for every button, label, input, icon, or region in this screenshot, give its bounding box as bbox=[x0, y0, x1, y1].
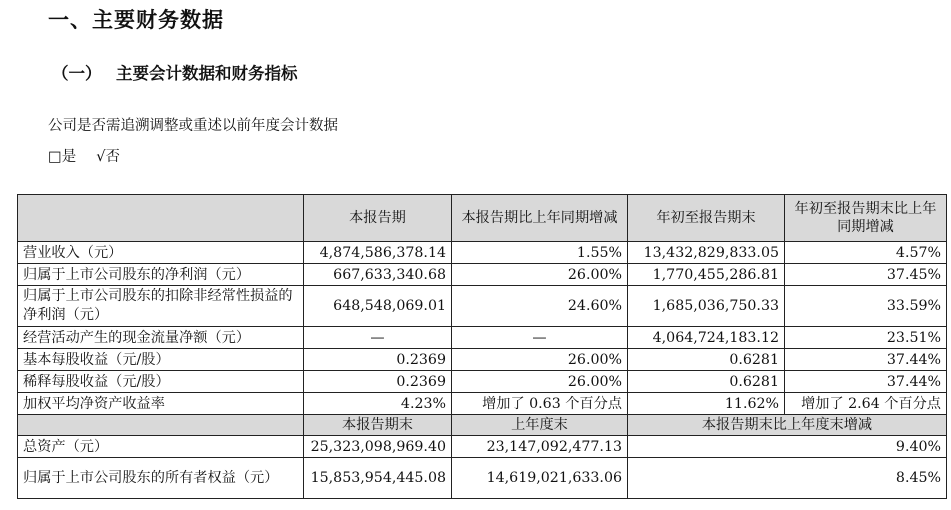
table-cell: 23,147,092,477.13 bbox=[452, 436, 628, 458]
table-cell: 4,874,586,378.14 bbox=[304, 242, 452, 264]
header-cell: 年初至报告期末比上年同期增减 bbox=[785, 195, 947, 242]
header-cell: 本报告期 bbox=[304, 195, 452, 242]
financial-data-table bbox=[17, 194, 947, 499]
header-cell: 本报告期比上年同期增减 bbox=[452, 195, 628, 242]
empty-cell bbox=[18, 415, 304, 436]
header-cell bbox=[18, 195, 304, 242]
table-row bbox=[18, 264, 947, 286]
table-cell: 4.23% bbox=[304, 393, 452, 415]
table-cell: 23.51% bbox=[785, 327, 947, 349]
table-cell: 26.00% bbox=[452, 264, 628, 286]
row-label: 总资产（元） bbox=[18, 436, 304, 458]
row-label: 基本每股收益（元/股） bbox=[18, 349, 304, 371]
row-label: 归属于上市公司股东的扣除非经常性损益的净利润（元） bbox=[18, 286, 304, 327]
table-cell: 8.45% bbox=[628, 458, 947, 499]
row-label: 归属于上市公司股东的净利润（元） bbox=[18, 264, 304, 286]
table-cell: 0.2369 bbox=[304, 349, 452, 371]
table-cell: 37.45% bbox=[785, 264, 947, 286]
table-cell: 1,685,036,750.33 bbox=[628, 286, 785, 327]
section-heading: 一、主要财务数据 bbox=[48, 8, 224, 32]
table-cell: 33.59% bbox=[785, 286, 947, 327]
table-row bbox=[18, 327, 947, 349]
option-no: √否 bbox=[96, 149, 120, 165]
table-cell: 25,323,098,969.40 bbox=[304, 436, 452, 458]
subsection-heading bbox=[52, 60, 298, 84]
subheader-cell: 上年度末 bbox=[452, 415, 628, 436]
subheader-cell: 本报告期末 bbox=[304, 415, 452, 436]
table-cell: 增加了 2.64 个百分点 bbox=[785, 393, 947, 415]
table-row bbox=[18, 371, 947, 393]
table-cell: 14,619,021,633.06 bbox=[452, 458, 628, 499]
table-row bbox=[18, 436, 947, 458]
row-label: 稀释每股收益（元/股） bbox=[18, 371, 304, 393]
table-header-row bbox=[18, 195, 947, 242]
table-subheader-row bbox=[18, 415, 947, 436]
table-cell: — bbox=[452, 327, 628, 349]
table-cell: 4,064,724,183.12 bbox=[628, 327, 785, 349]
table-cell: 增加了 0.63 个百分点 bbox=[452, 393, 628, 415]
table-cell: 1,770,455,286.81 bbox=[628, 264, 785, 286]
table-row bbox=[18, 286, 947, 327]
table-cell: 4.57% bbox=[785, 242, 947, 264]
table-cell: 13,432,829,833.05 bbox=[628, 242, 785, 264]
table-row bbox=[18, 458, 947, 499]
restatement-question: 公司是否需追溯调整或重述以前年度会计数据 bbox=[48, 118, 338, 134]
subsection-number: （一） bbox=[52, 64, 102, 83]
table-cell: 0.2369 bbox=[304, 371, 452, 393]
table-cell: 1.55% bbox=[452, 242, 628, 264]
row-label: 归属于上市公司股东的所有者权益（元） bbox=[18, 458, 304, 499]
option-yes: □是 bbox=[48, 149, 77, 165]
row-label: 加权平均净资产收益率 bbox=[18, 393, 304, 415]
table-cell: 37.44% bbox=[785, 349, 947, 371]
table-cell: 15,853,954,445.08 bbox=[304, 458, 452, 499]
row-label: 营业收入（元） bbox=[18, 242, 304, 264]
table-cell: 11.62% bbox=[628, 393, 785, 415]
table-cell: 26.00% bbox=[452, 349, 628, 371]
table-cell: 648,548,069.01 bbox=[304, 286, 452, 327]
table-cell: 26.00% bbox=[452, 371, 628, 393]
row-label: 经营活动产生的现金流量净额（元） bbox=[18, 327, 304, 349]
table-cell: 667,633,340.68 bbox=[304, 264, 452, 286]
header-cell: 年初至报告期末 bbox=[628, 195, 785, 242]
table-cell: 0.6281 bbox=[628, 371, 785, 393]
table-row bbox=[18, 242, 947, 264]
subheader-cell: 本报告期末比上年度末增减 bbox=[628, 415, 947, 436]
table-cell: 9.40% bbox=[628, 436, 947, 458]
table-cell: 0.6281 bbox=[628, 349, 785, 371]
restatement-choice bbox=[48, 145, 120, 166]
table-cell: 37.44% bbox=[785, 371, 947, 393]
subsection-title: 主要会计数据和财务指标 bbox=[116, 64, 298, 83]
table-row bbox=[18, 349, 947, 371]
table-row bbox=[18, 393, 947, 415]
table-cell: — bbox=[304, 327, 452, 349]
table-cell: 24.60% bbox=[452, 286, 628, 327]
